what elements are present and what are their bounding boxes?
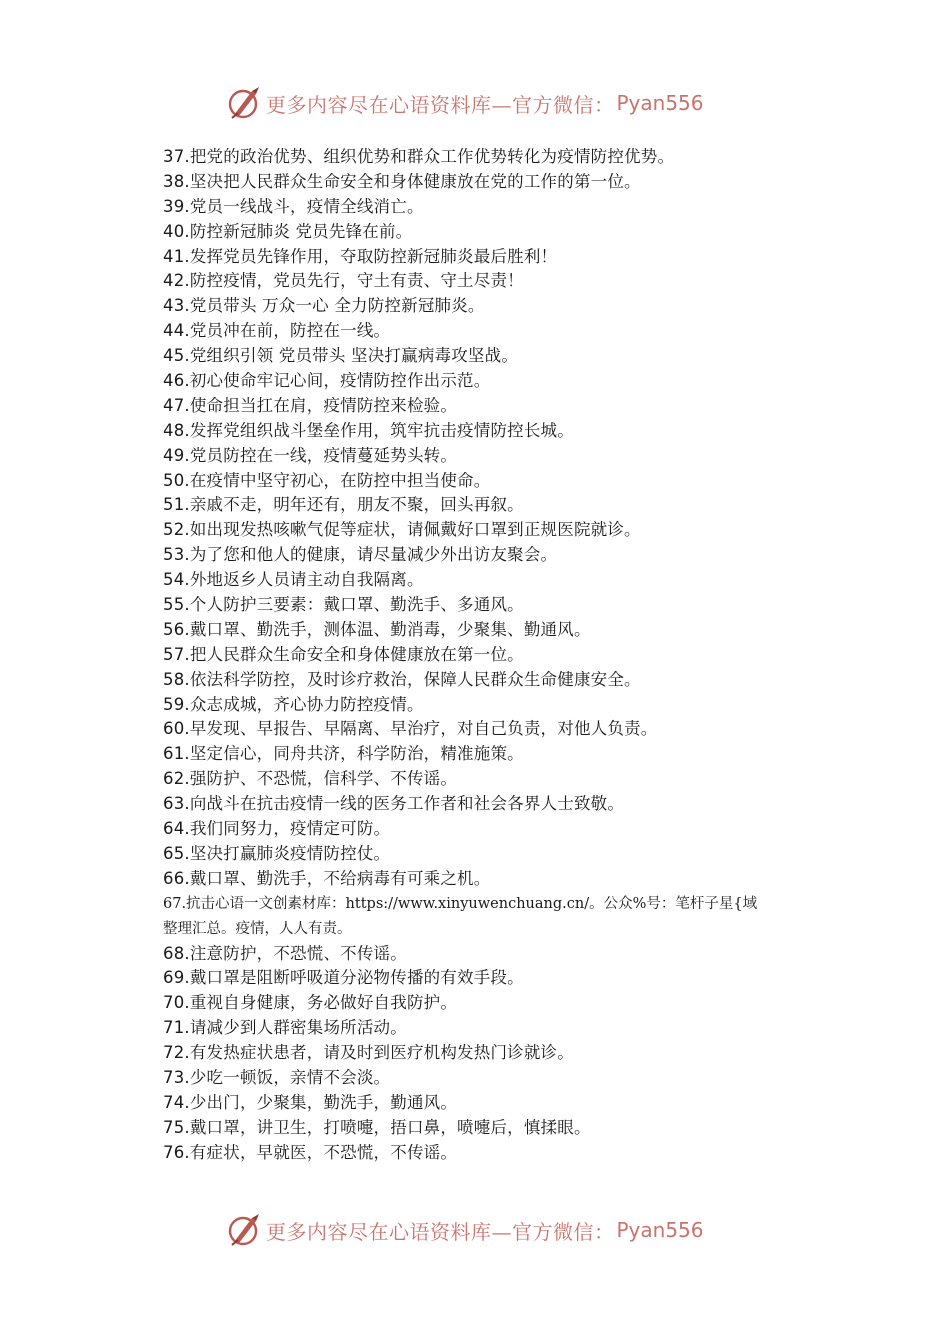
list-item: 38.坚决把人民群众生命安全和身体健康放在党的工作的第一位。 xyxy=(163,171,641,191)
banner-slogan: 更多内容尽在心语资料库—官方微信： xyxy=(266,1219,615,1244)
list-item-source-note: 67.抗击心语一文创素材库：https://www.xinyuwenchuang.cn/。公众%号：笔杆子星{域 xyxy=(163,895,758,912)
list-item: 75.戴口罩，讲卫生，打喷嚏，捂口鼻，喷嚏后，慎揉眼。 xyxy=(163,1117,591,1137)
list-item: 72.有发热症状患者，请及时到医疗机构发热门诊就诊。 xyxy=(163,1043,574,1063)
list-item: 57.把人民群众生命安全和身体健康放在第一位。 xyxy=(163,644,524,664)
list-item: 42.防控疫情，党员先行，守土有责、守土尽责！ xyxy=(163,271,524,291)
list-item: 41.发挥党员先锋作用，夺取防控新冠肺炎最后胜利！ xyxy=(163,246,558,266)
list-item: 40.防控新冠肺炎 党员先锋在前。 xyxy=(163,221,413,241)
list-item: 73.少吃一顿饭，亲情不会淡。 xyxy=(163,1067,391,1087)
list-item: 60.早发现、早报告、早隔离、早治疗，对自己负责，对他人负责。 xyxy=(163,719,658,739)
list-item: 47.使命担当扛在肩，疫情防控来检验。 xyxy=(163,395,458,415)
list-item: 71.请减少到人群密集场所活动。 xyxy=(163,1018,407,1038)
list-item: 64.我们同努力，疫情定可防。 xyxy=(163,819,391,839)
banner-wechat-handle: Pyan556 xyxy=(616,1218,704,1242)
list-item: 66.戴口罩、勤洗手，不给病毒有可乘之机。 xyxy=(163,868,491,888)
list-item: 70.重视自身健康，务必做好自我防护。 xyxy=(163,993,458,1013)
list-item: 51.亲戚不走，明年还有，朋友不聚，回头再叙。 xyxy=(163,495,524,515)
list-item: 58.依法科学防控，及时诊疗救治，保障人民群众生命健康安全。 xyxy=(163,669,641,689)
list-item: 62.强防护、不恐慌，信科学、不传谣。 xyxy=(163,769,458,789)
list-item: 37.把党的政治优势、组织优势和群众工作优势转化为疫情防控优势。 xyxy=(163,147,675,166)
list-item: 43.党员带头 万众一心 全力防控新冠肺炎。 xyxy=(163,296,485,316)
banner-slogan: 更多内容尽在心语资料库—官方微信： xyxy=(266,92,615,117)
list-item: 61.坚定信心，同舟共济，科学防治，精准施策。 xyxy=(163,744,524,764)
footer-banner xyxy=(226,1210,746,1250)
list-item: 49.党员防控在一线，疫情蔓延势头转。 xyxy=(163,445,458,465)
list-item: 46.初心使命牢记心间，疫情防控作出示范。 xyxy=(163,371,491,391)
banner-wechat-handle: Pyan556 xyxy=(616,91,704,115)
list-item: 74.少出门，少聚集，勤洗手，勤通风。 xyxy=(163,1092,458,1112)
list-item: 69.戴口罩是阻断呼吸道分泌物传播的有效手段。 xyxy=(163,968,524,988)
quill-pen-logo-icon xyxy=(226,85,262,121)
list-item: 39.党员一线战斗，疫情全线消亡。 xyxy=(163,196,424,216)
list-item: 54.外地返乡人员请主动自我隔离。 xyxy=(163,570,424,590)
quill-pen-logo-icon xyxy=(226,1212,262,1248)
header-banner xyxy=(226,83,746,123)
list-item: 76.有症状，早就医，不恐慌，不传谣。 xyxy=(163,1142,458,1162)
list-item: 55.个人防护三要素：戴口罩、勤洗手、多通风。 xyxy=(163,595,524,615)
list-item-source-note-continued: 整理汇总。疫情，人人有责。 xyxy=(163,920,352,937)
list-item: 56.戴口罩、勤洗手，测体温、勤消毒，少聚集、勤通风。 xyxy=(163,619,591,639)
slogan-list xyxy=(163,145,863,1166)
list-item: 63.向战斗在抗击疫情一线的医务工作者和社会各界人士致敬。 xyxy=(163,794,625,814)
list-item: 53.为了您和他人的健康，请尽量减少外出访友聚会。 xyxy=(163,545,558,565)
list-item: 52.如出现发热咳嗽气促等症状，请佩戴好口罩到正规医院就诊。 xyxy=(163,520,641,540)
list-item: 45.党组织引领 党员带头 坚决打赢病毒攻坚战。 xyxy=(163,346,519,366)
list-item: 68.注意防护，不恐慌、不传谣。 xyxy=(163,943,407,963)
list-item: 48.发挥党组织战斗堡垒作用，筑牢抗击疫情防控长城。 xyxy=(163,420,574,440)
list-item: 65.坚决打赢肺炎疫情防控仗。 xyxy=(163,843,391,863)
list-item: 44.党员冲在前，防控在一线。 xyxy=(163,321,391,341)
list-item: 50.在疫情中坚守初心，在防控中担当使命。 xyxy=(163,470,491,490)
list-item: 59.众志成城，齐心协力防控疫情。 xyxy=(163,694,424,714)
